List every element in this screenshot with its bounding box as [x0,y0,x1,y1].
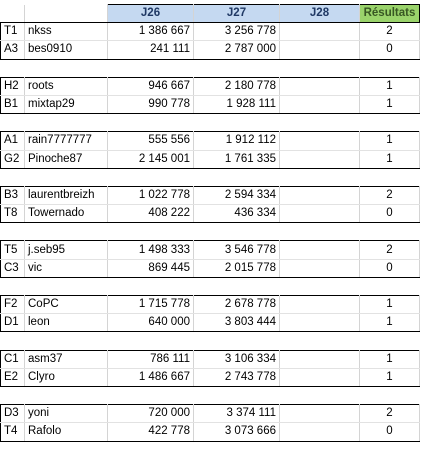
seed-cell[interactable]: T4 [1,423,25,441]
j26-score-cell[interactable]: 1 386 667 [108,23,194,41]
empty-cell[interactable] [25,59,108,77]
empty-cell[interactable] [1,277,25,295]
player-row [1,368,420,386]
player-row [1,405,420,423]
seed-cell[interactable]: F2 [1,296,25,314]
empty-cell[interactable] [108,386,194,404]
result-cell[interactable]: 2 [360,23,420,41]
j27-score-cell[interactable]: 3 106 334 [194,350,280,368]
empty-cell[interactable] [194,332,280,350]
player-name-cell[interactable]: CoPC [25,296,108,314]
j27-score-cell[interactable]: 3 374 111 [194,405,280,423]
player-row [1,423,420,441]
empty-cell[interactable] [25,223,108,241]
seed-cell[interactable]: H2 [1,77,25,95]
player-name-cell[interactable]: nkss [25,23,108,41]
empty-cell[interactable] [194,114,280,132]
player-name-cell[interactable]: roots [25,77,108,95]
j27-score-cell[interactable]: 436 334 [194,205,280,223]
result-cell[interactable]: 1 [360,77,420,95]
player-row [1,296,420,314]
header-j26[interactable]: J26 [108,5,194,23]
player-name-cell[interactable]: laurentbreizh [25,186,108,204]
j27-score-cell[interactable]: 2 015 778 [194,259,280,277]
j26-score-cell[interactable]: 946 667 [108,77,194,95]
j26-score-cell[interactable]: 422 778 [108,423,194,441]
player-name-cell[interactable]: j.seb95 [25,241,108,259]
empty-cell[interactable] [1,332,25,350]
j26-score-cell[interactable]: 640 000 [108,314,194,332]
empty-cell[interactable] [280,168,360,186]
j28-score-cell[interactable] [280,259,360,277]
empty-cell[interactable] [108,332,194,350]
player-row [1,77,420,95]
empty-cell[interactable] [108,277,194,295]
empty-cell[interactable] [280,59,360,77]
result-cell[interactable]: 0 [360,41,420,59]
empty-cell[interactable] [1,114,25,132]
player-name-cell[interactable]: asm37 [25,350,108,368]
empty-cell[interactable] [25,332,108,350]
result-cell[interactable]: 2 [360,241,420,259]
empty-cell[interactable] [360,59,420,77]
header-blank-cell[interactable] [1,5,25,23]
empty-cell[interactable] [360,168,420,186]
empty-cell[interactable] [25,277,108,295]
j26-score-cell[interactable]: 555 556 [108,132,194,150]
j28-score-cell[interactable] [280,423,360,441]
j27-score-cell[interactable]: 2 594 334 [194,186,280,204]
header-j27[interactable]: J27 [194,5,280,23]
j26-score-cell[interactable]: 786 111 [108,350,194,368]
j26-score-cell[interactable]: 720 000 [108,405,194,423]
empty-cell[interactable] [25,168,108,186]
player-name-cell[interactable]: Clyro [25,368,108,386]
empty-cell[interactable] [280,386,360,404]
spacer-row [1,168,420,186]
player-row [1,23,420,41]
player-name-cell[interactable]: rain7777777 [25,132,108,150]
j28-score-cell[interactable] [280,205,360,223]
j28-score-cell[interactable] [280,95,360,113]
player-row [1,132,420,150]
j28-score-cell[interactable] [280,132,360,150]
j26-score-cell[interactable]: 990 778 [108,95,194,113]
seed-cell[interactable]: D1 [1,314,25,332]
empty-cell[interactable] [1,59,25,77]
j27-score-cell[interactable]: 2 180 778 [194,77,280,95]
result-cell[interactable]: 2 [360,405,420,423]
spacer-row [1,223,420,241]
seed-cell[interactable]: A3 [1,41,25,59]
j27-score-cell[interactable]: 1 912 112 [194,132,280,150]
seed-cell[interactable]: A1 [1,132,25,150]
player-name-cell[interactable]: bes0910 [25,41,108,59]
j28-score-cell[interactable] [280,405,360,423]
header-j28[interactable]: J28 [280,5,360,23]
j26-score-cell[interactable]: 1 498 333 [108,241,194,259]
j26-score-cell[interactable]: 408 222 [108,205,194,223]
result-cell[interactable]: 1 [360,314,420,332]
empty-cell[interactable] [1,223,25,241]
result-cell[interactable]: 1 [360,296,420,314]
empty-cell[interactable] [108,59,194,77]
empty-cell[interactable] [360,277,420,295]
result-cell[interactable]: 2 [360,186,420,204]
seed-cell[interactable]: C3 [1,259,25,277]
seed-cell[interactable]: D3 [1,405,25,423]
j26-score-cell[interactable]: 1 022 778 [108,186,194,204]
j28-score-cell[interactable] [280,296,360,314]
empty-cell[interactable] [360,223,420,241]
player-row [1,186,420,204]
result-cell[interactable]: 1 [360,150,420,168]
j28-score-cell[interactable] [280,23,360,41]
empty-cell[interactable] [108,223,194,241]
header-row [1,5,420,23]
empty-cell[interactable] [194,168,280,186]
player-name-cell[interactable]: vic [25,259,108,277]
j28-score-cell[interactable] [280,350,360,368]
seed-cell[interactable]: T1 [1,23,25,41]
empty-cell[interactable] [194,223,280,241]
spacer-row [1,386,420,404]
result-cell[interactable]: 1 [360,350,420,368]
empty-cell[interactable] [108,114,194,132]
player-row [1,259,420,277]
result-cell[interactable]: 0 [360,205,420,223]
result-cell[interactable]: 0 [360,259,420,277]
header-resultats[interactable]: Résultats [360,5,420,23]
j27-score-cell[interactable]: 2 678 778 [194,296,280,314]
result-cell[interactable]: 0 [360,423,420,441]
spreadsheet-grid [0,4,420,442]
seed-cell[interactable]: C1 [1,350,25,368]
empty-cell[interactable] [360,114,420,132]
empty-cell[interactable] [360,332,420,350]
empty-cell[interactable] [360,386,420,404]
header-blank-cell[interactable] [25,5,108,23]
seed-cell[interactable]: E2 [1,368,25,386]
player-name-cell[interactable]: Rafolo [25,423,108,441]
j27-score-cell[interactable]: 1 761 335 [194,150,280,168]
player-row [1,314,420,332]
j28-score-cell[interactable] [280,150,360,168]
j28-score-cell[interactable] [280,186,360,204]
player-row [1,350,420,368]
empty-cell[interactable] [194,59,280,77]
j28-score-cell[interactable] [280,314,360,332]
empty-cell[interactable] [1,386,25,404]
j26-score-cell[interactable]: 241 111 [108,41,194,59]
result-cell[interactable]: 1 [360,95,420,113]
result-cell[interactable]: 1 [360,368,420,386]
spacer-row [1,59,420,77]
spacer-row [1,332,420,350]
player-name-cell[interactable]: leon [25,314,108,332]
player-row [1,241,420,259]
empty-cell[interactable] [280,332,360,350]
seed-cell[interactable]: B1 [1,95,25,113]
j28-score-cell[interactable] [280,368,360,386]
empty-cell[interactable] [1,168,25,186]
result-cell[interactable]: 1 [360,132,420,150]
empty-cell[interactable] [280,114,360,132]
j26-score-cell[interactable]: 869 445 [108,259,194,277]
j28-score-cell[interactable] [280,41,360,59]
j28-score-cell[interactable] [280,77,360,95]
empty-cell[interactable] [280,277,360,295]
j27-score-cell[interactable]: 2 787 000 [194,41,280,59]
j26-score-cell[interactable]: 1 486 667 [108,368,194,386]
seed-cell[interactable]: G2 [1,150,25,168]
spacer-row [1,277,420,295]
j27-score-cell[interactable]: 3 546 778 [194,241,280,259]
seed-cell[interactable]: T8 [1,205,25,223]
j27-score-cell[interactable]: 2 743 778 [194,368,280,386]
j28-score-cell[interactable] [280,241,360,259]
j26-score-cell[interactable]: 1 715 778 [108,296,194,314]
j26-score-cell[interactable]: 2 145 001 [108,150,194,168]
empty-cell[interactable] [25,386,108,404]
player-name-cell[interactable]: Pinoche87 [25,150,108,168]
spacer-row [1,114,420,132]
empty-cell[interactable] [194,386,280,404]
player-name-cell[interactable]: mixtap29 [25,95,108,113]
player-row [1,95,420,113]
player-row [1,150,420,168]
empty-cell[interactable] [194,277,280,295]
j27-score-cell[interactable]: 3 256 778 [194,23,280,41]
empty-cell[interactable] [108,168,194,186]
j27-score-cell[interactable]: 3 073 666 [194,423,280,441]
seed-cell[interactable]: B3 [1,186,25,204]
player-name-cell[interactable]: Towernado [25,205,108,223]
j27-score-cell[interactable]: 3 803 444 [194,314,280,332]
player-name-cell[interactable]: yoni [25,405,108,423]
empty-cell[interactable] [25,114,108,132]
player-row [1,205,420,223]
player-row [1,41,420,59]
seed-cell[interactable]: T5 [1,241,25,259]
empty-cell[interactable] [280,223,360,241]
j27-score-cell[interactable]: 1 928 111 [194,95,280,113]
